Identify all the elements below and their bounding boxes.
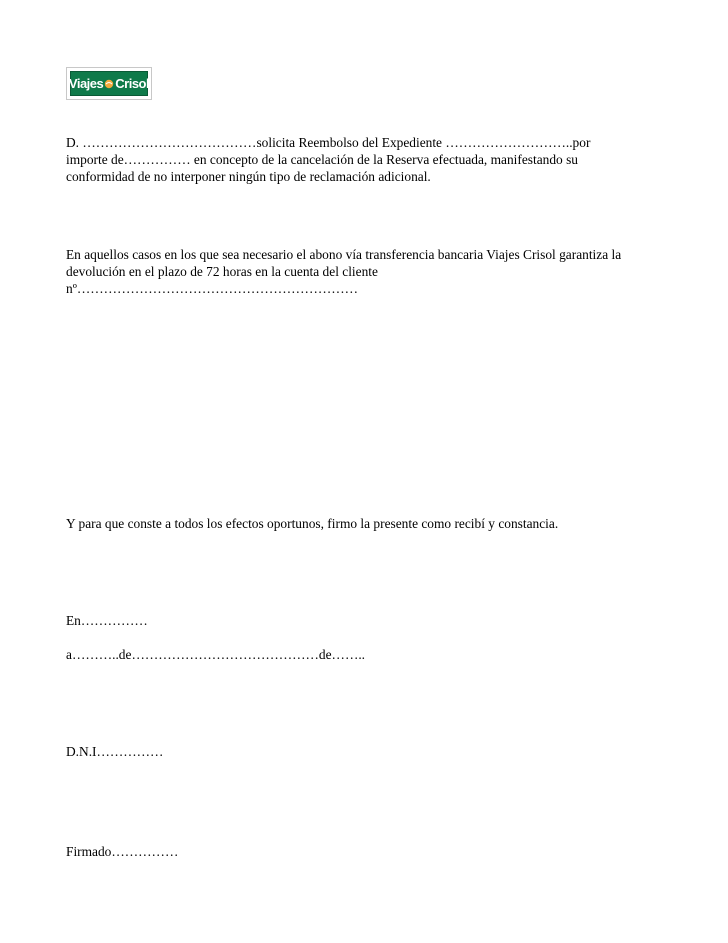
refund-request-line-1: D. …………………………………solicita Reembolso del Expediente ………………………..por bbox=[66, 135, 591, 150]
logo-text bbox=[69, 76, 149, 91]
account-number-field: nº……………………………………………………… bbox=[66, 281, 359, 296]
sun-icon bbox=[104, 79, 114, 89]
signature-field: Firmado…………… bbox=[66, 844, 179, 859]
refund-request-line-2: importe de…………… en concepto de la cancelación de la Reserva efectuada, manifestando su bbox=[66, 152, 578, 167]
logo-text-right: Crisol bbox=[115, 76, 150, 91]
dni-field: D.N.I…………… bbox=[66, 744, 164, 759]
logo-text-left: Viajes bbox=[68, 76, 104, 91]
date-field: a………..de……………………………………de…….. bbox=[66, 647, 366, 662]
bank-transfer-line-2: devolución en el plazo de 72 horas en la cuenta del cliente bbox=[66, 264, 378, 279]
logo-badge bbox=[70, 71, 148, 96]
refund-request-line-3: conformidad de no interponer ningún tipo de reclamación adicional. bbox=[66, 169, 431, 184]
acknowledgement-statement: Y para que conste a todos los efectos oportunos, firmo la presente como recibí y constancia. bbox=[66, 516, 559, 531]
viajes-crisol-logo bbox=[66, 67, 152, 100]
bank-transfer-line-1: En aquellos casos en los que sea necesario el abono vía transferencia bancaria Viajes Crisol garantiza la bbox=[66, 247, 622, 262]
place-field: En…………… bbox=[66, 613, 148, 628]
